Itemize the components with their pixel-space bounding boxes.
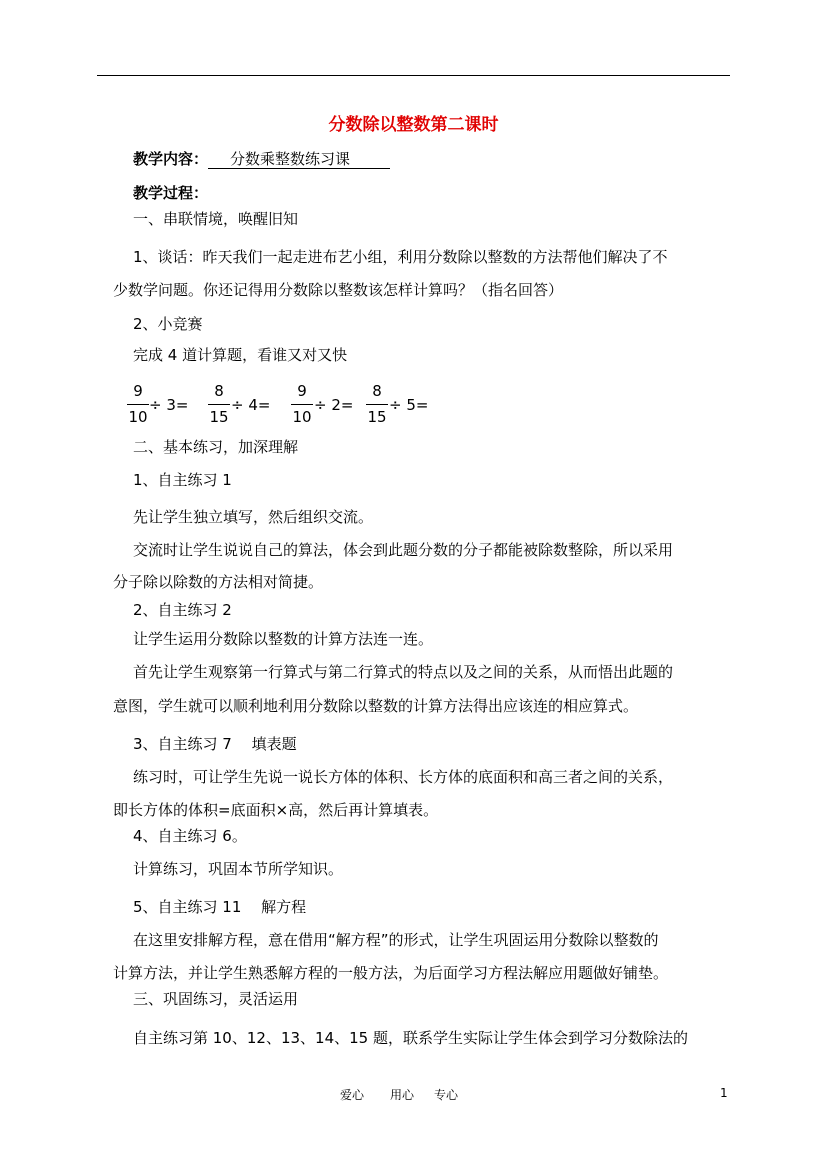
paragraph-line: 分子除以除数的方法相对简捷。 (113, 573, 324, 591)
section-heading: 一、串联情境，唤醒旧知 (133, 210, 299, 228)
paragraph-line: 先让学生独立填写，然后组织交流。 (133, 508, 374, 526)
paragraph-line: 即长方体的体积=底面积×高，然后再计算填表。 (113, 801, 439, 819)
fraction-bar (127, 404, 149, 405)
division-expression: ÷ 2= (314, 396, 354, 414)
paragraph-line: 让学生运用分数除以整数的计算方法连一连。 (133, 630, 434, 648)
header-rule (97, 75, 730, 76)
section-heading: 二、基本练习，加深理解 (133, 438, 299, 456)
fraction-bar (291, 404, 313, 405)
paragraph-line: 3、自主练习 7 填表题 (133, 735, 297, 753)
footer-motto-3: 专心 (434, 1088, 459, 1102)
page-title: 分数除以整数第二课时 (328, 115, 499, 135)
paragraph-line: 练习时，可让学生先说一说长方体的体积、长方体的底面积和高三者之间的关系， (133, 768, 674, 786)
division-expression: ÷ 3= (149, 396, 189, 414)
numerator: 8 (372, 382, 382, 400)
paragraph-line: 4、自主练习 6。 (133, 827, 247, 845)
paragraph-line: 2、小竞赛 (133, 315, 203, 333)
footer-motto-2: 用心 (390, 1088, 415, 1102)
paragraph-line: 自主练习第 10、12、13、14、15 题，联系学生实际让学生体会到学习分数除法的 (133, 1029, 688, 1047)
teaching-content-label: 教学内容： (133, 150, 209, 168)
paragraph-line: 少数学问题。你还记得用分数除以整数该怎样计算吗？（指名回答） (113, 281, 564, 299)
paragraph-line: 计算方法，并让学生熟悉解方程的一般方法，为后面学习方程法解应用题做好铺垫。 (113, 964, 669, 982)
denominator: 15 (209, 408, 229, 426)
paragraph-line: 意图，学生就可以顺利地利用分数除以整数的计算方法得出应该连的相应算式。 (113, 697, 639, 715)
paragraph-line: 5、自主练习 11 解方程 (133, 898, 307, 916)
numerator: 9 (297, 382, 307, 400)
denominator: 10 (292, 408, 312, 426)
paragraph-line: 计算练习，巩固本节所学知识。 (133, 860, 344, 878)
paragraph-line: 在这里安排解方程，意在借用“解方程”的形式，让学生巩固运用分数除以整数的 (133, 931, 659, 949)
teaching-process-label: 教学过程： (133, 184, 209, 202)
numerator: 8 (214, 382, 224, 400)
paragraph-line: 完成 4 道计算题，看谁又对又快 (133, 346, 348, 364)
fraction-bar (366, 404, 388, 405)
paragraph-line: 1、自主练习 1 (133, 471, 232, 489)
teaching-content-value: 分数乘整数练习课 (208, 150, 390, 169)
section-heading: 三、巩固练习，灵活运用 (133, 990, 299, 1008)
fraction-bar (208, 404, 230, 405)
paragraph-line: 交流时让学生说说自己的算法，体会到此题分数的分子都能被除数整除，所以采用 (133, 541, 674, 559)
denominator: 10 (128, 408, 148, 426)
paragraph-line: 首先让学生观察第一行算式与第二行算式的特点以及之间的关系，从而悟出此题的 (133, 663, 674, 681)
paragraph-line: 1、谈话：昨天我们一起走进布艺小组，利用分数除以整数的方法帮他们解决了不 (133, 248, 668, 266)
division-expression: ÷ 4= (231, 396, 271, 414)
division-expression: ÷ 5= (389, 396, 429, 414)
footer-motto-1: 爱心 (340, 1088, 365, 1102)
numerator: 9 (133, 382, 143, 400)
denominator: 15 (367, 408, 387, 426)
teaching-content-row (133, 149, 390, 169)
page-number: 1 (720, 1086, 728, 1100)
paragraph-line: 2、自主练习 2 (133, 601, 232, 619)
